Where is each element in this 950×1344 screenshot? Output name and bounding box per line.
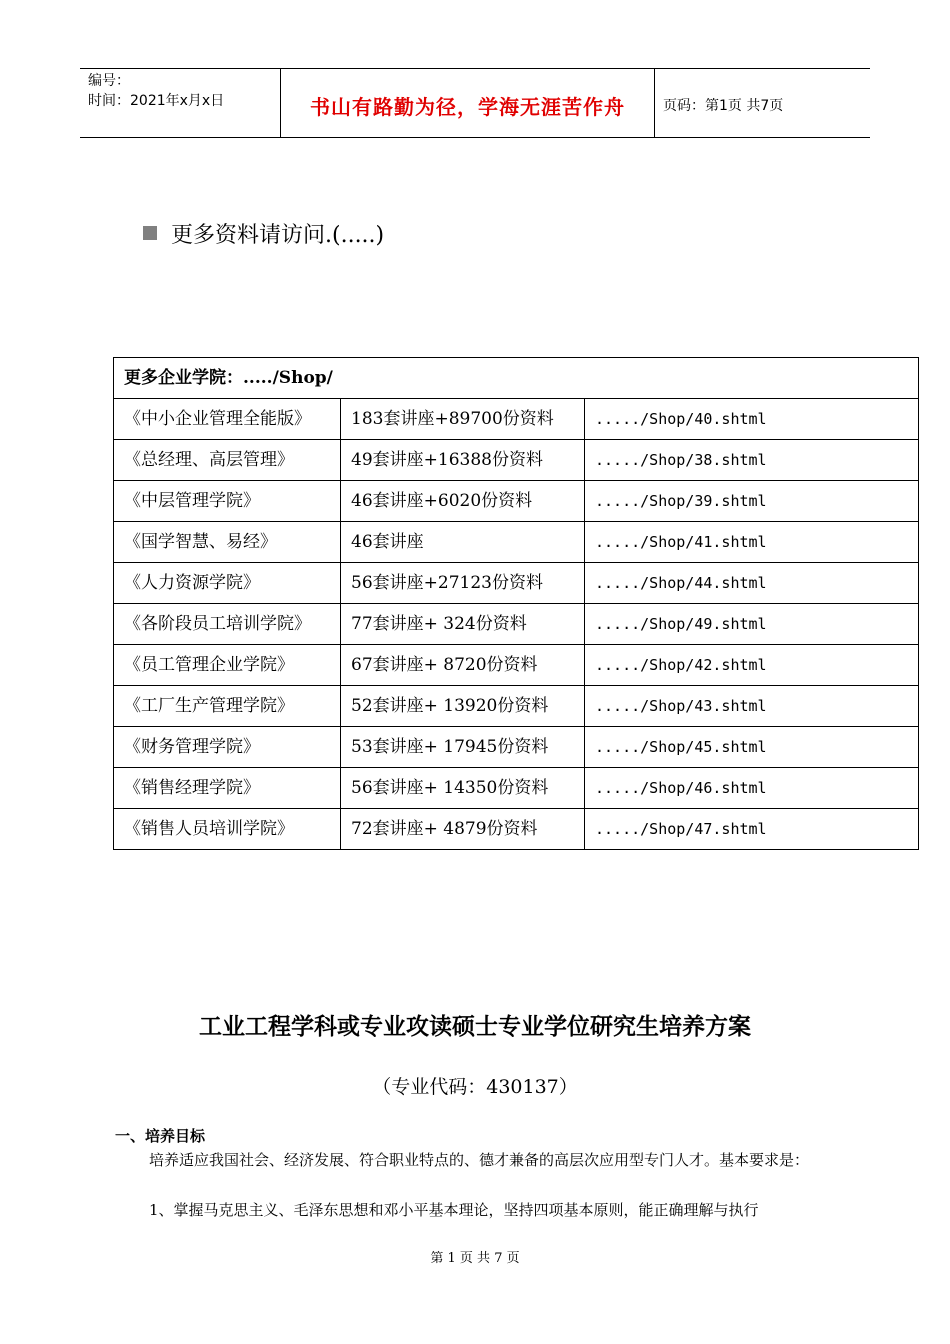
resource-row xyxy=(114,563,919,604)
resource-row xyxy=(114,604,919,645)
resource-name: 《销售经理学院》 xyxy=(114,768,341,809)
serial-label: 编号： xyxy=(88,73,130,89)
paragraph: 培养适应我国社会、经济发展、符合职业特点的、德才兼备的高层次应用型专门人才。基本要求是： xyxy=(149,1151,810,1169)
resource-name: 《总经理、高层管理》 xyxy=(114,440,341,481)
resource-url-link[interactable]: ...../Shop/43.shtml xyxy=(585,686,919,727)
resource-name: 《工厂生产管理学院》 xyxy=(114,686,341,727)
more-resources-link[interactable]: 更多资料请访问.(.....) xyxy=(171,223,385,248)
resource-table-header xyxy=(114,358,919,399)
resource-row xyxy=(114,481,919,522)
resource-url-link[interactable]: ...../Shop/41.shtml xyxy=(585,522,919,563)
resource-url-link[interactable]: ...../Shop/39.shtml xyxy=(585,481,919,522)
resource-count: 52套讲座+ 13920份资料 xyxy=(341,686,585,727)
resource-row xyxy=(114,399,919,440)
resource-count: 46套讲座+6020份资料 xyxy=(341,481,585,522)
resource-url-link[interactable]: ...../Shop/45.shtml xyxy=(585,727,919,768)
resource-count: 53套讲座+ 17945份资料 xyxy=(341,727,585,768)
resource-url-link[interactable]: ...../Shop/47.shtml xyxy=(585,809,919,850)
resource-row xyxy=(114,645,919,686)
resource-name: 《中层管理学院》 xyxy=(114,481,341,522)
date-label: 时间：2021年x月x日 xyxy=(88,93,225,109)
resource-table-header-text: 更多企业学院：...../Shop/ xyxy=(114,358,919,399)
page-footer: 第 1 页 共 7 页 xyxy=(430,1251,520,1266)
resource-table xyxy=(113,357,919,850)
page-header xyxy=(80,68,870,138)
resource-row xyxy=(114,727,919,768)
resource-url-link[interactable]: ...../Shop/44.shtml xyxy=(585,563,919,604)
document-title: 工业工程学科或专业攻读硕士专业学位研究生培养方案 xyxy=(199,1014,751,1040)
resource-count: 67套讲座+ 8720份资料 xyxy=(341,645,585,686)
resource-row xyxy=(114,686,919,727)
resource-count: 56套讲座+ 14350份资料 xyxy=(341,768,585,809)
more-resources-line xyxy=(143,218,384,249)
resource-row xyxy=(114,522,919,563)
resource-name: 《人力资源学院》 xyxy=(114,563,341,604)
square-bullet-icon xyxy=(143,226,157,240)
resource-name: 《中小企业管理全能版》 xyxy=(114,399,341,440)
resource-url-link[interactable]: ...../Shop/42.shtml xyxy=(585,645,919,686)
paragraph: 1、掌握马克思主义、毛泽东思想和邓小平基本理论，坚持四项基本原则，能正确理解与执行 xyxy=(149,1201,759,1219)
resource-row xyxy=(114,440,919,481)
page-number-label: 页码：第1页 共7页 xyxy=(663,98,784,114)
header-motto-cell xyxy=(280,69,655,137)
resource-count: 49套讲座+16388份资料 xyxy=(341,440,585,481)
resource-count: 77套讲座+ 324份资料 xyxy=(341,604,585,645)
resource-row xyxy=(114,809,919,850)
resource-count: 46套讲座 xyxy=(341,522,585,563)
section-heading: 一、培养目标 xyxy=(115,1127,206,1145)
resource-name: 《员工管理企业学院》 xyxy=(114,645,341,686)
resource-url-link[interactable]: ...../Shop/46.shtml xyxy=(585,768,919,809)
resource-name: 《国学智慧、易经》 xyxy=(114,522,341,563)
header-left-cell xyxy=(80,69,280,137)
resource-name: 《各阶段员工培训学院》 xyxy=(114,604,341,645)
resource-name: 《销售人员培训学院》 xyxy=(114,809,341,850)
major-code: （专业代码：430137） xyxy=(372,1076,578,1098)
resource-url-link[interactable]: ...../Shop/40.shtml xyxy=(585,399,919,440)
resource-count: 72套讲座+ 4879份资料 xyxy=(341,809,585,850)
resource-count: 183套讲座+89700份资料 xyxy=(341,399,585,440)
motto: 书山有路勤为径，学海无涯苦作舟 xyxy=(310,95,625,119)
resource-row xyxy=(114,768,919,809)
resource-name: 《财务管理学院》 xyxy=(114,727,341,768)
resource-count: 56套讲座+27123份资料 xyxy=(341,563,585,604)
resource-url-link[interactable]: ...../Shop/38.shtml xyxy=(585,440,919,481)
resource-url-link[interactable]: ...../Shop/49.shtml xyxy=(585,604,919,645)
